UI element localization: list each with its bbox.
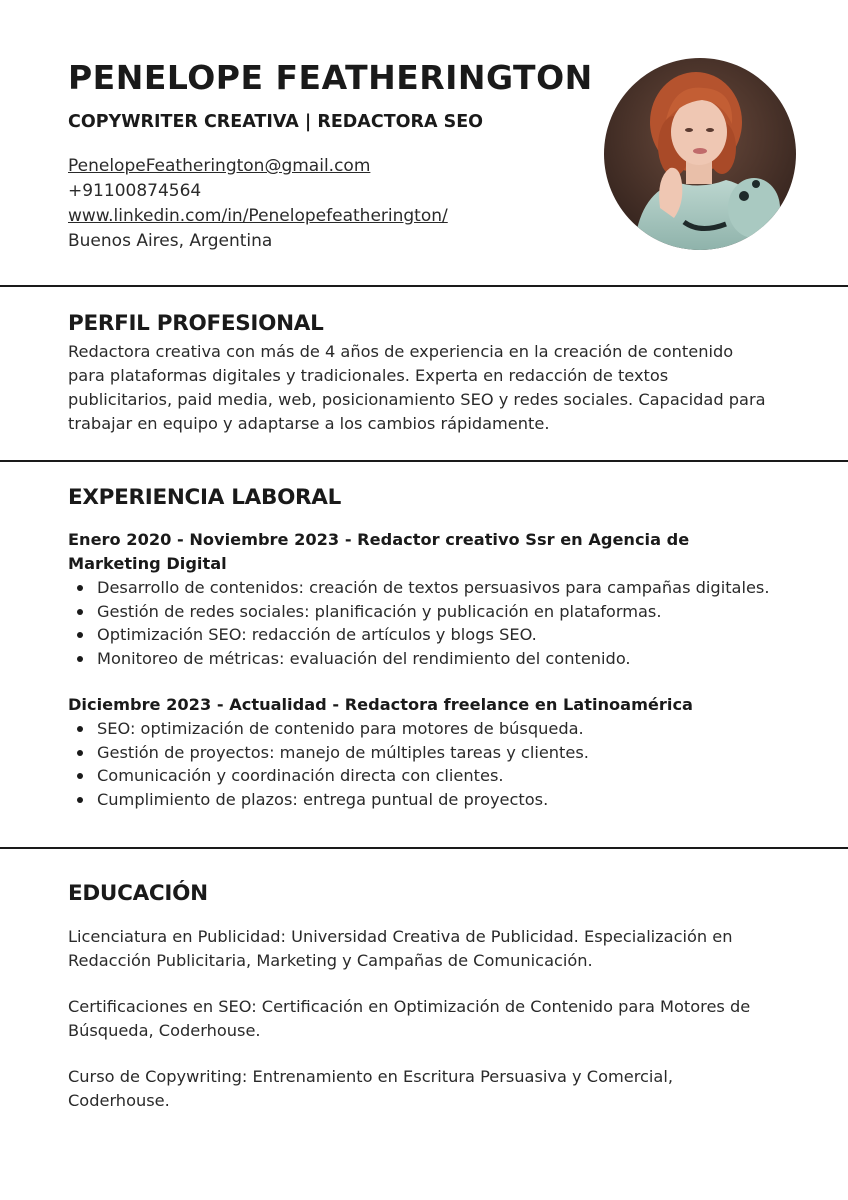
list-item: Monitoreo de métricas: evaluación del rendimiento del contenido. bbox=[68, 647, 788, 671]
job-bullets bbox=[68, 717, 788, 811]
divider bbox=[0, 460, 848, 462]
job-title: Diciembre 2023 - Actualidad - Redactora freelance en Latinoamérica bbox=[68, 695, 693, 714]
experience-heading: EXPERIENCIA LABORAL bbox=[68, 485, 342, 510]
education-item: Curso de Copywriting: Entrenamiento en Escritura Persuasiva y Comercial, Coderhouse. bbox=[68, 1067, 673, 1110]
job-bullets bbox=[68, 576, 788, 670]
bullet-icon bbox=[77, 632, 83, 638]
list-item: Optimización SEO: redacción de artículos y blogs SEO. bbox=[68, 623, 788, 647]
bullet-icon bbox=[77, 797, 83, 803]
phone-number: +91100874564 bbox=[68, 181, 202, 201]
bullet-icon bbox=[77, 585, 83, 591]
job-title: Enero 2020 - Noviembre 2023 - Redactor creativo Ssr en Agencia de Marketing Digital bbox=[68, 530, 690, 573]
list-item: SEO: optimización de contenido para motores de búsqueda. bbox=[68, 717, 788, 741]
divider bbox=[0, 285, 848, 287]
list-item: Desarrollo de contenidos: creación de textos persuasivos para campañas digitales. bbox=[68, 576, 788, 600]
bullet-icon bbox=[77, 750, 83, 756]
list-item: Gestión de proyectos: manejo de múltiples tareas y clientes. bbox=[68, 741, 788, 765]
education-heading: EDUCACIÓN bbox=[68, 881, 208, 906]
location-text: Buenos Aires, Argentina bbox=[68, 231, 273, 251]
candidate-name: PENELOPE FEATHERINGTON bbox=[68, 58, 593, 97]
bullet-icon bbox=[77, 726, 83, 732]
email-link[interactable]: PenelopeFeatherington@gmail.com bbox=[68, 156, 371, 176]
bullet-icon bbox=[77, 773, 83, 779]
bullet-icon bbox=[77, 609, 83, 615]
profile-heading: PERFIL PROFESIONAL bbox=[68, 311, 324, 336]
list-item: Comunicación y coordinación directa con clientes. bbox=[68, 764, 788, 788]
profile-text: Redactora creativa con más de 4 años de experiencia en la creación de contenido para plataformas digitales y tradicionales. Experta en redacción de textos publicitarios, paid media, web, posicionamiento SEO y redes sociales. Capacidad para trabajar en equipo y adaptarse a los cambios rápidamente. bbox=[68, 342, 766, 433]
job-subtitle: COPYWRITER CREATIVA | REDACTORA SEO bbox=[68, 112, 484, 132]
contact-block bbox=[68, 154, 448, 254]
bullet-icon bbox=[77, 656, 83, 662]
education-item: Certificaciones en SEO: Certificación en Optimización de Contenido para Motores de Búsqueda, Coderhouse. bbox=[68, 997, 751, 1040]
divider bbox=[0, 847, 848, 849]
education-item: Licenciatura en Publicidad: Universidad Creativa de Publicidad. Especialización en Redacción Publicitaria, Marketing y Campañas de Comunicación. bbox=[68, 927, 733, 970]
profile-photo bbox=[604, 58, 796, 250]
linkedin-link[interactable]: www.linkedin.com/in/Penelopefeatherington/ bbox=[68, 206, 448, 226]
list-item: Gestión de redes sociales: planificación y publicación en plataformas. bbox=[68, 600, 788, 624]
list-item: Cumplimiento de plazos: entrega puntual de proyectos. bbox=[68, 788, 788, 812]
